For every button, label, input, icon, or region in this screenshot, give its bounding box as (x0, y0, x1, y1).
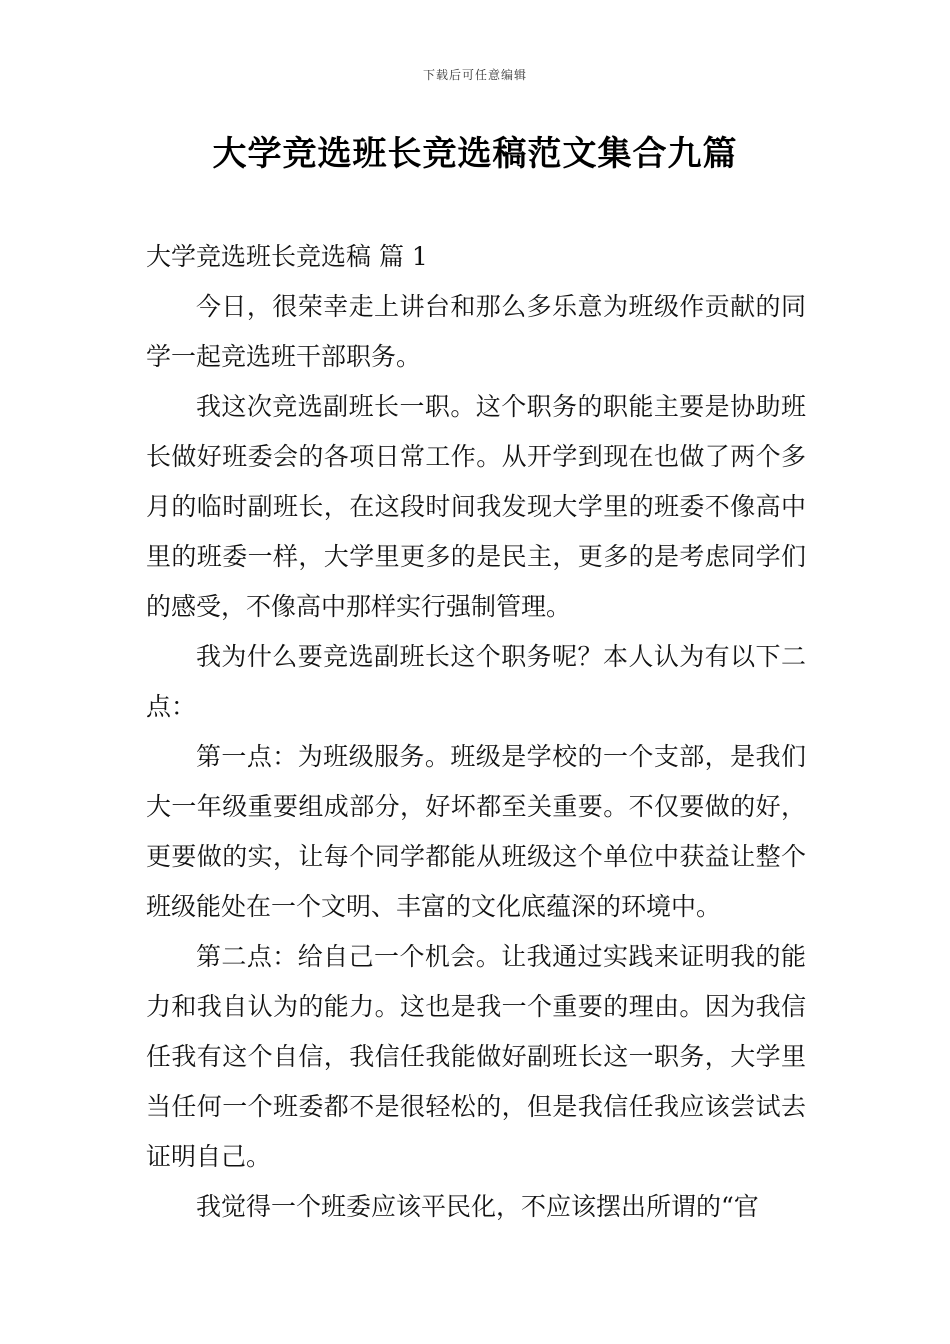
paragraph-3: 我为什么要竞选副班长这个职务呢？本人认为有以下二点： (146, 642, 806, 721)
paragraph-2: 我这次竞选副班长一职。这个职务的职能主要是协助班长做好班委会的各项日常工作。从开学到现在也做了两个多月的临时副班长，在这段时间我发现大学里的班委不像高中里的班委一样，大学里更多的是民主，更多的是考虑同学们的感受，不像高中那样实行强制管理。 (146, 392, 806, 621)
paragraph-6: 我觉得一个班委应该平民化，不应该摆出所谓的“官 (196, 1192, 759, 1221)
paragraph-1: 今日，很荣幸走上讲台和那么多乐意为班级作贡献的同学一起竞选班干部职务。 (146, 292, 806, 371)
section-heading: 大学竞选班长竞选稿 篇 1 (146, 242, 428, 271)
paragraph-5: 第二点：给自己一个机会。让我通过实践来证明我的能力和我自认为的能力。这也是我一个重要的理由。因为我信任我有这个自信，我信任我能做好副班长这一职务，大学里当任何一个班委都不是很轻松的，但是我信任我应该尝试去证明自己。 (146, 942, 806, 1171)
paragraph-4: 第一点：为班级服务。班级是学校的一个支部，是我们大一年级重要组成部分，好坏都至关重要。不仅要做的好，更要做的实，让每个同学都能从班级这个单位中获益让整个班级能处在一个文明、丰富的文化底蕴深的环境中。 (146, 742, 806, 921)
document-title: 大学竞选班长竞选稿范文集合九篇 (212, 134, 738, 174)
header-note: 下载后可任意编辑 (422, 68, 527, 82)
document-body (146, 232, 806, 1232)
